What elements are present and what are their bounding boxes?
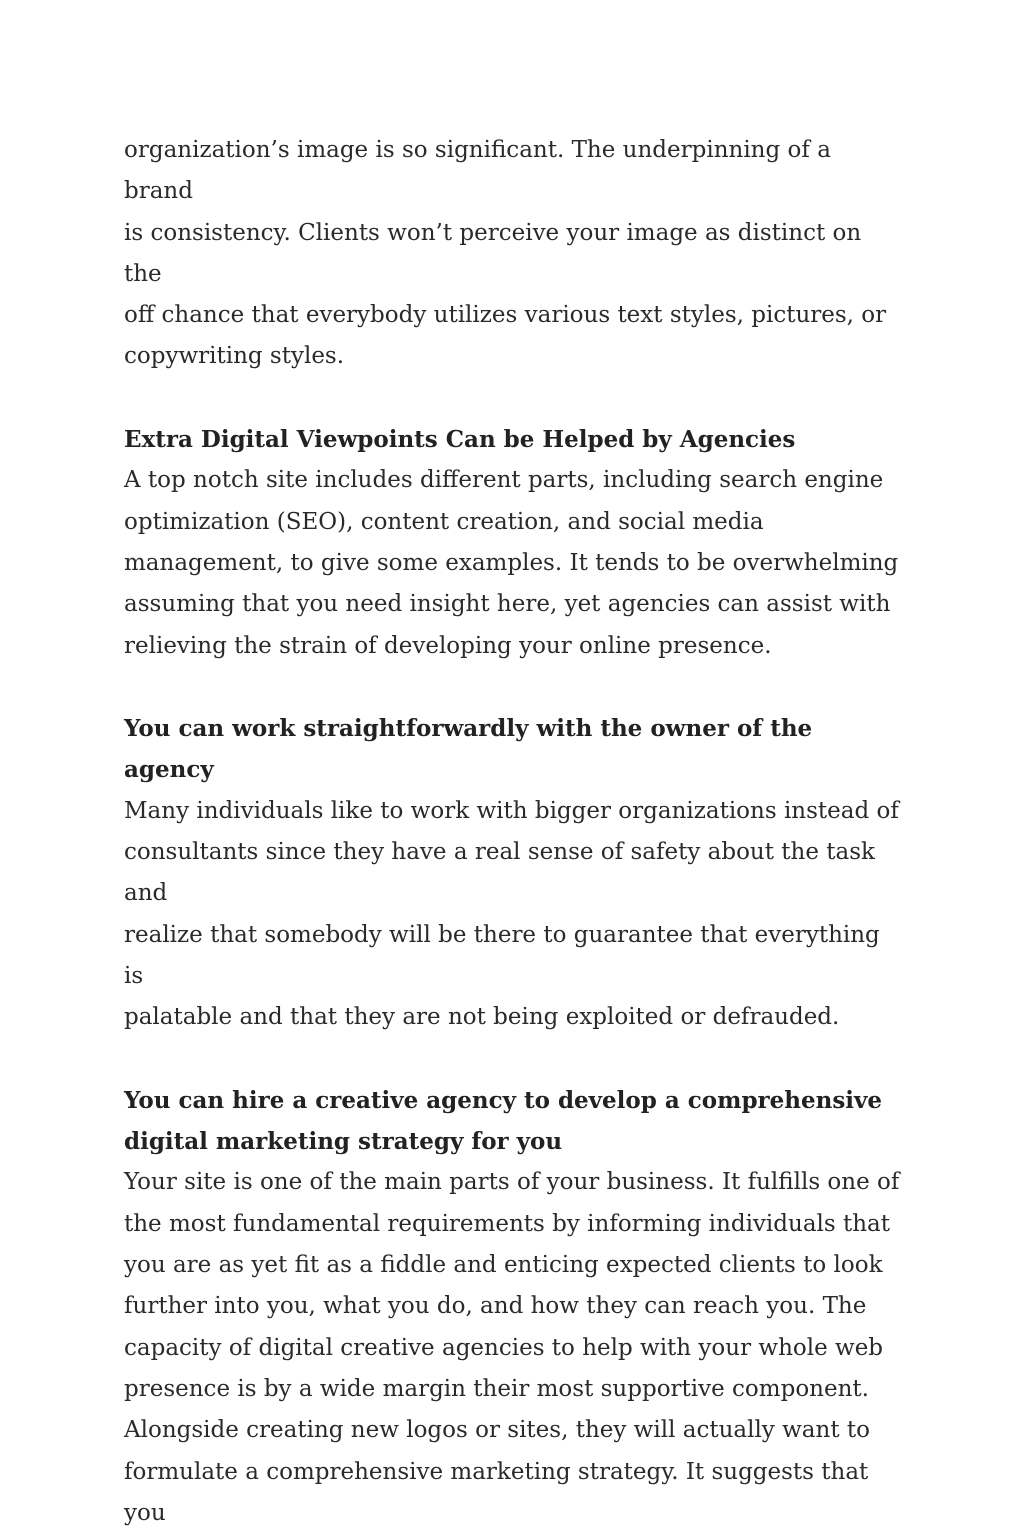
- heading-work-with-owner: You can work straightforwardly with the owner of the agency: [124, 715, 813, 784]
- heading-marketing-strategy: You can hire a creative agency to develop a comprehensive digital marketing strategy for you: [124, 1086, 883, 1156]
- paragraph-marketing-strategy: Your site is one of the main parts of your business. It fulfills one of the most fundamental requirements by informing individuals that you are as yet fit as a fiddle and enticing expected clients to look further into you, what you do, and how they can reach you. The capacity of digital creative agencies to help with your whole web presence is by a wide margin their most supportive component. Alongside creating new logos or sites, they will actually want to formulate a comprehensive marketing strategy. It suggests that you: [124, 1169, 900, 1526]
- article-content: [124, 130, 904, 1534]
- paragraph-digital-viewpoints: A top notch site includes different parts, including search engine optimization (SEO), content creation, and social media management, to give some examples. It tends to be overwhelming assuming that you need insight here, yet agencies can assist with relieving the strain of developing your online presence.: [124, 467, 899, 659]
- paragraph-brand-consistency: organization’s image is so significant. The underpinning of a brand is consistency. Clients won’t perceive your image as distinct on the off chance that everybody utilizes various text styles, pictures, or copywriting styles.: [124, 137, 887, 370]
- paragraph-work-with-owner: Many individuals like to work with bigger organizations instead of consultants since they have a real sense of safety about the task and realize that somebody will be there to guarantee that everything is palatable and that they are not being exploited or defrauded.: [124, 797, 899, 1031]
- section-spacer: [124, 378, 904, 419]
- section-spacer: [124, 667, 904, 708]
- heading-digital-viewpoints: Extra Digital Viewpoints Can be Helped by Agencies: [124, 426, 796, 454]
- section-spacer: [124, 1039, 904, 1080]
